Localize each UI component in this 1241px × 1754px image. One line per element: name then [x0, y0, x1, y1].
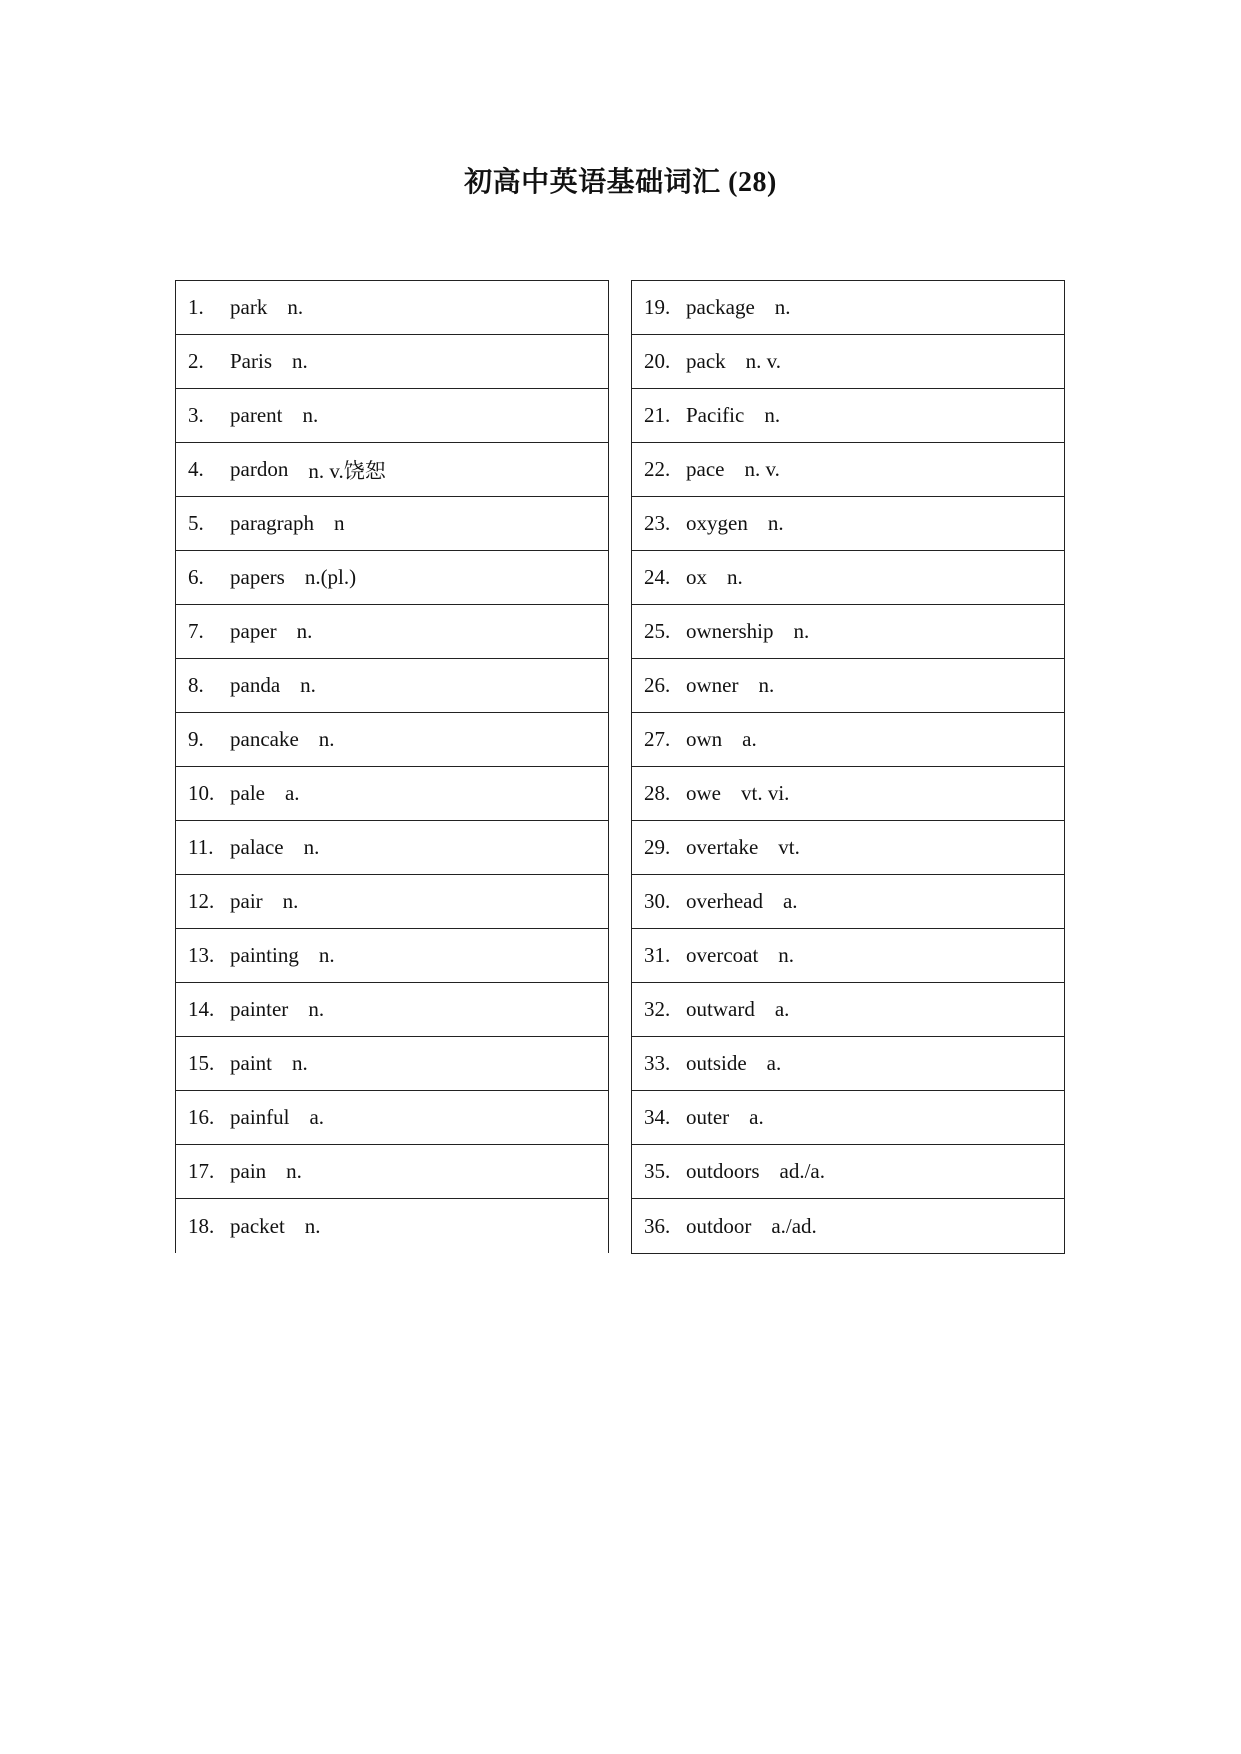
part-of-speech: n. [300, 673, 316, 697]
item-number: 6. [188, 565, 204, 589]
vocab-row [176, 1037, 608, 1091]
vocab-row [632, 1091, 1064, 1145]
vocab-word: Paris [230, 349, 272, 373]
vocab-word: ownership [686, 619, 774, 643]
item-number: 14. [188, 997, 215, 1021]
part-of-speech: a. [749, 1105, 764, 1129]
vocab-word: painter [230, 997, 289, 1021]
vocab-row [632, 389, 1064, 443]
vocab-row [632, 821, 1064, 875]
item-number: 10. [188, 781, 215, 805]
item-number: 16. [188, 1105, 215, 1129]
item-number: 23. [644, 511, 671, 535]
vocab-row [176, 659, 608, 713]
vocab-row [176, 551, 608, 605]
vocab-word: owner [686, 673, 739, 697]
item-number: 26. [644, 673, 671, 697]
vocab-row [176, 1199, 608, 1253]
part-of-speech: vt. vi. [741, 781, 790, 805]
item-number: 2. [188, 349, 204, 373]
item-number: 35. [644, 1159, 671, 1183]
vocab-row [176, 389, 608, 443]
vocab-word: painting [230, 943, 299, 967]
item-number: 32. [644, 997, 671, 1021]
vocab-row [632, 983, 1064, 1037]
vocab-word: parent [230, 403, 283, 427]
part-of-speech: n. [287, 295, 304, 319]
part-of-speech: a. [782, 889, 798, 913]
part-of-speech: n. [304, 1213, 321, 1238]
item-number: 8. [188, 673, 204, 697]
part-of-speech: n. [282, 889, 299, 913]
item-number: 31. [644, 943, 671, 967]
item-number: 24. [644, 565, 671, 589]
part-of-speech: n. [318, 943, 335, 967]
part-of-speech: n. [793, 619, 810, 643]
item-number: 15. [188, 1051, 215, 1075]
part-of-speech: n. [303, 835, 320, 859]
vocab-row [632, 1037, 1064, 1091]
part-of-speech: n. [292, 349, 308, 373]
vocab-word: park [230, 295, 268, 319]
vocab-row [176, 335, 608, 389]
vocab-row [632, 497, 1064, 551]
vocab-word: overhead [686, 889, 763, 913]
vocab-row [632, 713, 1064, 767]
part-of-speech: n. [308, 997, 325, 1021]
vocab-row [632, 605, 1064, 659]
vocab-word: pack [686, 349, 726, 373]
item-number: 30. [644, 889, 671, 913]
vocab-word: ox [686, 565, 707, 589]
vocab-row [176, 983, 608, 1037]
part-of-speech: n.(pl.) [304, 565, 357, 589]
part-of-speech: vt. [778, 835, 800, 859]
vocab-row [176, 443, 608, 497]
vocab-word: pale [230, 781, 265, 805]
part-of-speech: n [333, 511, 345, 535]
part-of-speech: a. [774, 997, 790, 1021]
vocab-word: panda [230, 673, 281, 697]
vocab-word: paragraph [230, 511, 314, 535]
item-number: 21. [644, 403, 671, 427]
vocab-column-left [175, 280, 609, 1253]
part-of-speech: n. [296, 619, 313, 643]
vocab-row [176, 713, 608, 767]
vocab-row [632, 875, 1064, 929]
item-number: 27. [644, 727, 671, 751]
part-of-speech: a./ad. [771, 1213, 817, 1238]
vocab-word: pain [230, 1159, 267, 1183]
vocab-word: paper [230, 619, 277, 643]
part-of-speech: a. [766, 1051, 782, 1075]
vocab-row [176, 281, 608, 335]
item-number: 4. [188, 457, 204, 481]
vocab-word: pace [686, 457, 725, 481]
part-of-speech: n. v.饶恕 [308, 458, 386, 483]
vocab-word: owe [686, 781, 721, 805]
part-of-speech: n. [292, 1051, 308, 1075]
vocab-word: pardon [230, 457, 289, 481]
vocab-word: oxygen [686, 511, 748, 535]
vocab-row [176, 767, 608, 821]
vocab-word: palace [230, 835, 284, 859]
vocab-word: overcoat [686, 943, 759, 967]
item-number: 5. [188, 511, 204, 535]
vocab-row [176, 821, 608, 875]
item-number: 19. [644, 295, 671, 319]
item-number: 29. [644, 835, 671, 859]
part-of-speech: ad./a. [779, 1159, 825, 1183]
vocab-row [176, 1091, 608, 1145]
vocab-word: pancake [230, 727, 299, 751]
item-number: 25. [644, 619, 671, 643]
part-of-speech: a. [309, 1105, 325, 1129]
part-of-speech: n. v. [745, 349, 782, 373]
vocab-row [632, 929, 1064, 983]
part-of-speech: n. [302, 403, 319, 427]
item-number: 12. [188, 889, 215, 913]
vocab-row [632, 1145, 1064, 1199]
part-of-speech: n. [318, 727, 335, 751]
vocab-row [632, 1199, 1064, 1253]
vocab-word: overtake [686, 835, 759, 859]
vocab-column-right [631, 280, 1065, 1254]
vocab-word: outdoor [686, 1213, 752, 1238]
vocab-row [632, 443, 1064, 497]
vocab-word: pair [230, 889, 263, 913]
vocab-row [176, 1145, 608, 1199]
vocab-row [632, 281, 1064, 335]
part-of-speech: n. [286, 1159, 302, 1183]
vocab-row [632, 335, 1064, 389]
vocab-word: papers [230, 565, 285, 589]
part-of-speech: a. [742, 727, 757, 751]
item-number: 1. [188, 295, 204, 319]
part-of-speech: n. [767, 511, 784, 535]
part-of-speech: n. [764, 403, 781, 427]
part-of-speech: n. [774, 295, 791, 319]
vocab-row [176, 497, 608, 551]
item-number: 13. [188, 943, 215, 967]
vocab-word: outer [686, 1105, 730, 1129]
item-number: 20. [644, 349, 671, 373]
item-number: 33. [644, 1051, 671, 1075]
item-number: 3. [188, 403, 204, 427]
part-of-speech: n. [758, 673, 775, 697]
item-number: 17. [188, 1159, 215, 1183]
page-title: 初高中英语基础词汇 (28) [464, 167, 777, 198]
item-number: 22. [644, 457, 671, 481]
item-number: 18. [188, 1213, 215, 1238]
vocab-word: outward [686, 997, 755, 1021]
item-number: 11. [188, 835, 214, 859]
part-of-speech: n. v. [744, 457, 780, 481]
vocab-word: own [686, 727, 723, 751]
vocab-word: outside [686, 1051, 747, 1075]
vocab-row [176, 929, 608, 983]
vocab-row [176, 875, 608, 929]
vocab-word: outdoors [686, 1159, 760, 1183]
item-number: 28. [644, 781, 671, 805]
vocab-row [632, 767, 1064, 821]
vocab-word: paint [230, 1051, 272, 1075]
part-of-speech: n. [778, 943, 795, 967]
vocab-row [632, 551, 1064, 605]
item-number: 34. [644, 1105, 671, 1129]
item-number: 36. [644, 1213, 671, 1238]
vocab-row [632, 659, 1064, 713]
item-number: 9. [188, 727, 204, 751]
part-of-speech: n. [727, 565, 743, 589]
vocab-word: painful [230, 1105, 290, 1129]
vocab-word: packet [230, 1213, 285, 1238]
vocab-word: Pacific [686, 403, 745, 427]
vocab-word: package [686, 295, 755, 319]
vocab-row [176, 605, 608, 659]
item-number: 7. [188, 619, 204, 643]
part-of-speech: a. [284, 781, 300, 805]
